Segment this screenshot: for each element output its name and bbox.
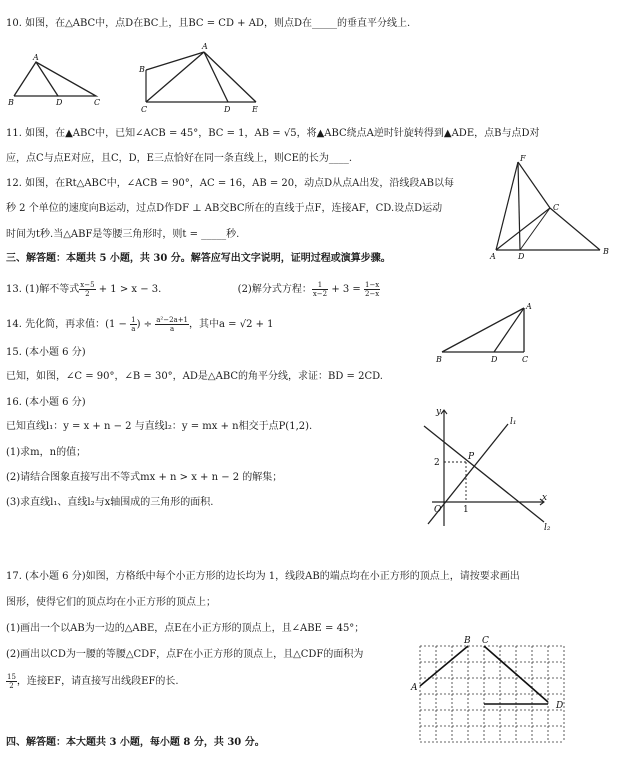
- q12-label-a: A: [490, 252, 496, 261]
- q13-part2-prefix: (2)解分式方程：: [237, 284, 312, 295]
- q10-f2-label-d: D: [224, 105, 231, 114]
- q14-label-d: D: [491, 355, 498, 364]
- q15-heading: 15. (本小题 6 分): [6, 347, 86, 358]
- q13-frac1-den: 2: [85, 290, 90, 298]
- q14-label-a: A: [526, 302, 532, 311]
- q10-f1-label-c: C: [94, 98, 101, 107]
- q16-label-x1: 1: [463, 505, 469, 515]
- q14-label-b: B: [436, 355, 442, 364]
- section-3-heading: 三、解答题：本题共 5 小题，共 30 分。解答应写出文字说明，证明过程或演算步骤。: [6, 253, 391, 264]
- q10-f1-label-a: A: [33, 53, 39, 62]
- q16-label-origin: O: [434, 505, 442, 515]
- q17-frac-num: 15: [7, 673, 16, 681]
- q13-fraction-3: [364, 281, 380, 298]
- q14-mid: ) ÷: [136, 319, 153, 330]
- q16-line-1: 已知直线l₁：y = x + n − 2 与直线l₂：y = mx + n相交于点P(1,2).: [6, 421, 313, 432]
- q14-line: [6, 315, 274, 335]
- q12-figure: [486, 150, 620, 262]
- q10-f2-label-b: B: [139, 65, 145, 74]
- q16-label-y2: 2: [434, 458, 440, 468]
- section-4-heading: 四、解答题：本大题共 3 小题，每小题 8 分，共 30 分。: [6, 737, 265, 748]
- q16-graph: [406, 402, 558, 532]
- q14-fraction-2: [155, 316, 189, 333]
- q13-part1-prefix: 13. (1)解不等式: [6, 284, 80, 295]
- q10-f2-label-e: E: [252, 105, 258, 114]
- q12-line-3: 时间为t秒.当△ABF是等腰三角形时，则t = _____秒.: [6, 229, 240, 240]
- q12-label-d: D: [518, 252, 525, 261]
- q17-grid-figure: [408, 632, 578, 748]
- q10-figure-2: [138, 40, 268, 116]
- q14-suffix: ，其中a = √2 + 1: [189, 319, 274, 330]
- q13-line: [6, 280, 380, 300]
- q13-part2-mid: + 3 =: [331, 284, 361, 295]
- q17-line-1: 17. (本小题 6 分)如图，方格纸中每个小正方形的边长均为 1，线段AB的端点均在小正方形的顶点上，请按要求画出: [6, 571, 520, 582]
- q17-line-4: (2)画出以CD为一腰的等腰△CDF，点F在小正方形的顶点上，且△CDF的面积为: [6, 649, 364, 660]
- q14-frac2-num: a²−2a+1: [156, 316, 189, 324]
- q12-label-b: B: [603, 247, 609, 256]
- q10-figure-1: [6, 50, 106, 108]
- q16-line-3: (2)请结合图象直接写出不等式mx + n > x + n − 2 的解集；: [6, 472, 283, 483]
- q15-text: 已知，如图，∠C = 90°，∠B = 30°，AD是△ABC的角平分线，求证：BD = 2CD.: [6, 371, 383, 382]
- q14-frac2-den: a: [170, 325, 175, 333]
- q17-line-5: [6, 672, 179, 692]
- q10-f2-label-a: A: [202, 42, 208, 51]
- q16-label-l1: l₁: [510, 417, 517, 427]
- q13-frac1-num: x−5: [80, 281, 95, 289]
- q11-line-1: 11. 如图，在▲ABC中，已知∠ACB = 45°，BC = 1，AB = √5，将▲ABC绕点A逆时针旋转得到▲ADE，点B与点D对: [6, 128, 540, 139]
- q10-f2-label-c: C: [141, 105, 148, 114]
- q13-frac2-den: x−2: [312, 290, 328, 298]
- q17-frac-den: 2: [9, 682, 14, 690]
- q14-label-c: C: [522, 355, 529, 364]
- q16-line-2: (1)求m，n的值；: [6, 447, 87, 458]
- q17-line-3: (1)画出一个以AB为一边的△ABE，点E在小正方形的顶点上，且∠ABE = 45°；: [6, 623, 365, 634]
- q17-line-5-text: ，连接EF，请直接写出线段EF的长.: [16, 676, 179, 687]
- q12-line-1: 12. 如图，在Rt△ABC中，∠ACB = 90°，AC = 16，AB = 20，动点D从点A出发，沿线段AB以每: [6, 178, 454, 189]
- q14-prefix: 14. 先化简，再求值：(1 −: [6, 319, 127, 330]
- q12-label-f: F: [520, 154, 526, 163]
- q14-figure: [434, 296, 538, 368]
- q16-label-l2: l₂: [544, 523, 551, 532]
- q12-line-2: 秒 2 个单位的速度向B运动，过点D作DF ⊥ AB交BC所在的直线于点F，连接AF，CD.设点D运动: [6, 203, 443, 214]
- q16-label-p: P: [468, 452, 475, 462]
- q17-line-2: 图形，使得它们的顶点均在小正方形的顶点上；: [6, 597, 216, 608]
- q13-frac3-den: 2−x: [364, 290, 380, 298]
- q12-label-c: C: [553, 203, 560, 212]
- q14-frac1-num: 1: [131, 316, 136, 324]
- q13-fraction-2: [312, 281, 328, 298]
- q17-label-d: D: [556, 701, 564, 711]
- q10-f1-label-b: B: [8, 98, 14, 107]
- q13-frac3-num: 1−x: [364, 281, 380, 289]
- q11-line-2: 应，点C与点E对应，且C，D，E三点恰好在同一条直线上，则CE的长为____.: [6, 153, 353, 164]
- q13-frac2-num: 1: [312, 281, 328, 290]
- q13-fraction-1: [79, 281, 95, 298]
- q17-label-a: A: [411, 683, 418, 693]
- q16-heading: 16. (本小题 6 分): [6, 397, 86, 408]
- q10-text: 10. 如图，在△ABC中，点D在BC上，且BC = CD + AD，则点D在_____的垂直平分线上.: [6, 18, 411, 29]
- q16-label-y: y: [436, 407, 442, 417]
- q16-line-4: (3)求直线l₁、直线l₂与x轴围成的三角形的面积.: [6, 497, 214, 508]
- q17-fraction: [6, 673, 17, 690]
- q17-label-c: C: [482, 636, 489, 646]
- q10-f1-label-d: D: [56, 98, 63, 107]
- q17-label-b: B: [464, 636, 471, 646]
- q14-frac1-den: a: [131, 325, 136, 333]
- q16-label-x: x: [542, 493, 548, 503]
- q13-part1-suffix: + 1 > x − 3.: [98, 284, 162, 295]
